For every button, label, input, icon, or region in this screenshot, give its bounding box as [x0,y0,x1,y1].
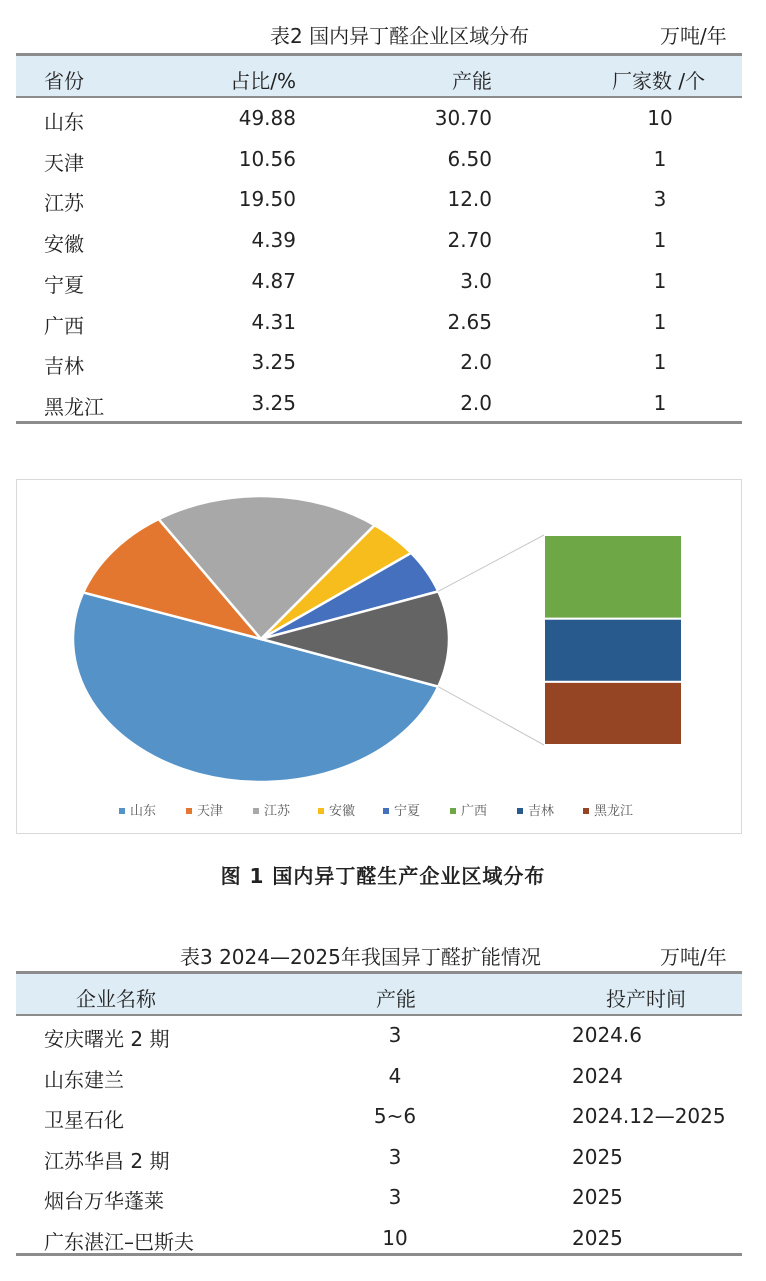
table2-cell-capacity: 2.0 [460,390,492,415]
table2-cell-capacity: 3.0 [460,268,492,293]
table3-cell-start: 2024.6 [572,1023,642,1047]
legend-label: 广西 [461,804,488,819]
table2-cell-share: 4.31 [251,309,296,334]
table3-header-row [16,974,742,1014]
table2-unit: 万吨/年 [660,24,727,48]
table2-title: 表2 国内异丁醛企业区域分布 [270,24,530,48]
secondary-bar-吉林 [544,619,682,682]
table2-cell-plants: 1 [653,309,667,334]
table3-cell-start: 2024.12—2025 [572,1104,726,1128]
legend-item [383,800,420,819]
table3-cell-capacity: 5~6 [373,1104,417,1128]
table3-cell-capacity: 3 [388,1144,402,1169]
table3-cell-capacity: 10 [382,1225,408,1250]
table3-cell-capacity: 4 [388,1063,402,1088]
table3-header-capacity: 产能 [376,987,416,1011]
table3-cell-company: 江苏华昌 2 期 [44,1148,170,1173]
table3-cell-company: 广东湛江–巴斯夫 [44,1229,194,1254]
table2-cell-plants: 1 [653,268,667,293]
chart-legend [0,800,766,820]
legend-item [186,800,223,819]
figure-caption: 图 1 国内异丁醛生产企业区域分布 [220,864,546,888]
legend-label: 天津 [197,804,224,819]
table3-title: 表3 2024—2025年我国异丁醛扩能情况 [180,945,541,969]
legend-label: 江苏 [264,804,291,819]
table2-cell-plants: 1 [653,228,667,253]
table3-header-start: 投产时间 [606,987,686,1011]
legend-swatch [583,808,589,814]
legend-item [450,800,487,819]
table3-cell-company: 烟台万华蓬莱 [44,1189,164,1213]
table3-cell-start: 2025 [572,1144,623,1169]
legend-item [583,800,633,819]
table2-cell-capacity: 6.50 [447,146,492,171]
table3-cell-start: 2025 [572,1185,623,1209]
secondary-bar-黑龙江 [544,682,682,745]
legend-item [119,800,156,819]
legend-item [253,800,290,819]
table2-cell-province: 吉林 [44,354,84,379]
table3-unit: 万吨/年 [660,945,727,969]
secondary-bar-广西 [544,535,682,619]
table2-cell-share: 3.25 [251,350,296,375]
table2-cell-province: 天津 [44,150,84,175]
table2-cell-province: 安徽 [44,232,84,257]
table3-cell-start: 2025 [572,1225,623,1250]
legend-label: 吉林 [528,804,555,819]
table2-cell-share: 4.39 [251,228,296,253]
table3-header-rule [16,1014,742,1016]
table2-cell-share: 10.56 [238,146,296,171]
legend-item [318,800,355,819]
table2-cell-province: 宁夏 [44,272,84,297]
table2-cell-plants: 3 [653,187,667,212]
table2-cell-capacity: 2.0 [460,350,492,375]
table3-cell-company: 山东建兰 [44,1067,124,1092]
table2-header-capacity: 产能 [452,69,492,93]
table2-cell-province: 江苏 [44,191,84,216]
table3-cell-capacity: 3 [388,1023,402,1047]
table3-bottom-rule [16,1253,742,1256]
legend-swatch [186,808,192,814]
table2-cell-share: 3.25 [251,390,296,415]
table2-cell-province: 广西 [44,313,84,338]
table2-cell-capacity: 30.70 [434,106,492,130]
legend-item [517,800,554,819]
table2-cell-capacity: 2.65 [447,309,492,334]
legend-swatch [318,808,324,814]
legend-label: 黑龙江 [594,804,634,819]
table2-cell-plants: 1 [653,350,667,375]
legend-label: 山东 [130,804,157,819]
table3-header-company: 企业名称 [76,987,156,1011]
legend-swatch [517,808,523,814]
table2-cell-province: 黑龙江 [44,394,104,419]
table2-header-share: 占比/% [230,69,296,93]
table2-cell-share: 49.88 [238,106,296,130]
legend-swatch [119,808,125,814]
table3-cell-capacity: 3 [388,1185,402,1209]
table2-cell-province: 山东 [44,110,84,134]
table2-cell-share: 4.87 [251,268,296,293]
connector-line-top [438,535,544,591]
legend-swatch [383,808,389,814]
table2-cell-plants: 1 [653,146,667,171]
table3-cell-company: 卫星石化 [44,1108,124,1132]
table2-header-plants: 厂家数 /个 [612,69,706,93]
table2-cell-plants: 1 [653,390,667,415]
table2-cell-share: 19.50 [238,187,296,212]
table2-cell-plants: 10 [647,106,673,130]
table2-header-province: 省份 [44,69,84,93]
table3-cell-company: 安庆曙光 2 期 [44,1027,170,1051]
legend-label: 安徽 [329,804,356,819]
legend-label: 宁夏 [394,804,421,819]
table2-cell-capacity: 2.70 [447,228,492,253]
connector-line-bottom [438,687,544,745]
legend-swatch [253,808,259,814]
legend-swatch [450,808,456,814]
table2-cell-capacity: 12.0 [447,187,492,212]
table3-cell-start: 2024 [572,1063,623,1088]
